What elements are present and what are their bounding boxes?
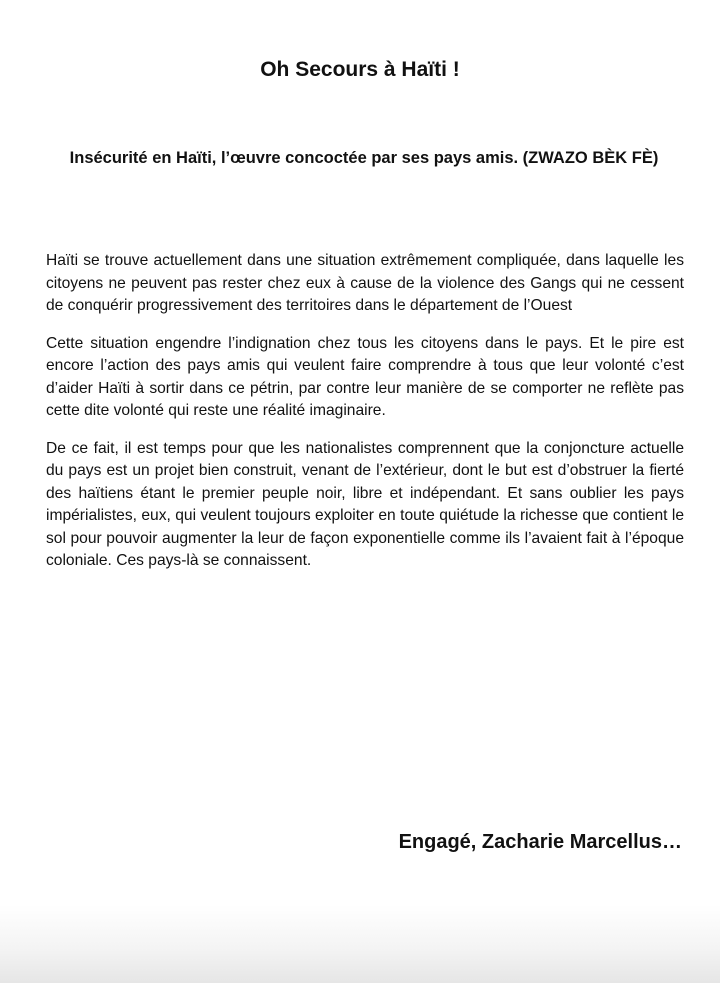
page-bottom-shadow (0, 905, 720, 983)
paragraph-1: Haïti se trouve actuellement dans une situation extrêmement compliquée, dans laquelle les citoyens ne peuvent pas rester chez eux à cause de la violence des Gangs qui ne cessent de conquérir progressivement des territoires dans le département de l’Ouest (46, 252, 684, 314)
paragraph-3: De ce fait, il est temps pour que les nationalistes comprennent que la conjoncture actuelle du pays est un projet bien construit, venant de l’extérieur, dont le but est d’obstruer la fierté des haïtiens étant le premier peuple noir, libre et indépendant. Et sans oublier les pays impérialistes, eux, qui veulent toujours exploiter en toute quiétude la richesse que contient le sol pour pouvoir augmenter la leur de façon exponentielle comme ils l’avaient fait à l’époque coloniale. Ces pays-là se connaissent. (46, 439, 684, 569)
paragraph-2: Cette situation engendre l’indignation chez tous les citoyens dans le pays. Et le pire est encore l’action des pays amis qui veulent faire comprendre à tous que leur volonté c’est d’aider Haïti à sortir dans ce pétrin, par contre leur manière de se comporter ne reflète pas cette dite volonté qui reste une réalité imaginaire. (46, 334, 684, 419)
signature: Engagé, Zacharie Marcellus… (398, 831, 682, 853)
document-body (46, 250, 684, 588)
document-subtitle: Insécurité en Haïti, l’œuvre concoctée par ses pays amis. (ZWAZO BÈK FÈ) (69, 149, 659, 167)
document-title: Oh Secours à Haïti ! (260, 58, 460, 81)
